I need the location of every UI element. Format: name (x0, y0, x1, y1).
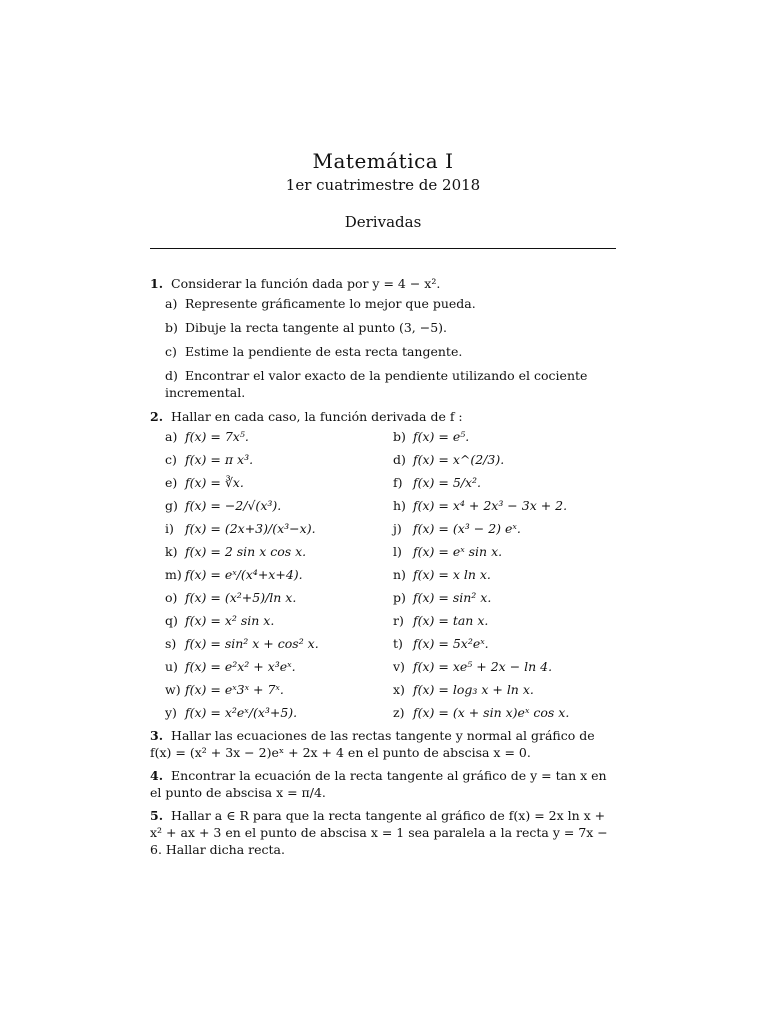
function-expression: f(x) = (x + sin x)eˣ cos x. (412, 705, 570, 720)
list-item (393, 681, 621, 698)
item-label: e) (165, 475, 178, 490)
function-expression: f(x) = eˣ/(x⁴+x+4). (184, 567, 303, 582)
list-item (393, 497, 621, 514)
item-label: n) (393, 567, 406, 582)
problem-statement: Hallar a ∈ R para que la recta tangente al gráfico de f(x) = 2x ln x + x² + ax + 3 en el punto de abscisa x = 1 sea paralela a la recta y = 7x − 6. Hallar dicha recta. (150, 808, 608, 857)
list-item (393, 543, 621, 560)
item-label: g) (165, 498, 178, 513)
item-label: b) (165, 320, 178, 335)
item-label: z) (393, 705, 405, 720)
function-expression: f(x) = 5/x². (412, 475, 482, 490)
list-item (165, 295, 616, 312)
list-item (165, 319, 616, 336)
problem-5 (150, 807, 616, 858)
item-text: Encontrar el valor exacto de la pendiente utilizando el cociente incremental. (165, 368, 588, 400)
list-item (393, 474, 621, 491)
item-label: d) (165, 368, 178, 383)
problem-number: 4. (150, 768, 164, 783)
list-item (393, 566, 621, 583)
problem-2 (150, 408, 616, 721)
item-label: x) (393, 682, 405, 697)
list-item (393, 704, 621, 721)
problem-statement: Hallar las ecuaciones de las rectas tangente y normal al gráfico de f(x) = (x² + 3x − 2)eˣ + 2x + 4 en el punto de abscisa x = 0. (150, 728, 595, 760)
item-label: u) (165, 659, 178, 674)
item-label: l) (393, 544, 402, 559)
list-item (165, 520, 393, 537)
list-item (165, 566, 393, 583)
list-item (165, 474, 393, 491)
function-expression: f(x) = 5x²eˣ. (412, 636, 489, 651)
course-title: Matemática I (312, 149, 454, 173)
list-item (393, 612, 621, 629)
function-expression: f(x) = −2/√(x³). (184, 498, 282, 513)
function-expression: f(x) = e²x² + x³eˣ. (184, 659, 296, 674)
item-label: t) (393, 636, 403, 651)
function-expression: f(x) = eˣ sin x. (412, 544, 503, 559)
exercise-sheet (150, 148, 616, 864)
item-label: p) (393, 590, 406, 605)
item-text: Dibuje la recta tangente al punto (3, −5). (184, 320, 448, 335)
list-item (165, 612, 393, 629)
list-item (165, 367, 616, 401)
list-item (165, 428, 393, 445)
item-label: v) (393, 659, 405, 674)
problem-number: 2. (150, 409, 164, 424)
function-expression: f(x) = x^(2/3). (412, 452, 505, 467)
topic-heading: Derivadas (344, 213, 422, 231)
item-label: k) (165, 544, 178, 559)
item-label: i) (165, 521, 174, 536)
problem-statement: Encontrar la ecuación de la recta tangente al gráfico de y = tan x en el punto de abscisa x = π/4. (150, 768, 607, 800)
function-expression: f(x) = (2x+3)/(x³−x). (184, 521, 316, 536)
item-label: m) (165, 567, 182, 582)
item-text: Estime la pendiente de esta recta tangente. (184, 344, 463, 359)
list-item (165, 589, 393, 606)
list-item (393, 428, 621, 445)
function-expression: f(x) = x⁴ + 2x³ − 3x + 2. (412, 498, 568, 513)
item-label: w) (165, 682, 181, 697)
problem-4 (150, 767, 616, 801)
function-expression: f(x) = sin² x. (412, 590, 492, 605)
problem-3 (150, 727, 616, 761)
problem-statement: Hallar en cada caso, la función derivada de f : (171, 409, 463, 424)
item-label: s) (165, 636, 177, 651)
list-item (165, 451, 393, 468)
function-expression: f(x) = xe⁵ + 2x − ln 4. (412, 659, 553, 674)
function-expression: f(x) = (x³ − 2) eˣ. (412, 521, 521, 536)
list-item (165, 704, 393, 721)
function-expression: f(x) = 2 sin x cos x. (184, 544, 307, 559)
header-divider (150, 248, 616, 249)
item-label: j) (393, 521, 402, 536)
problem-number: 3. (150, 728, 164, 743)
item-label: d) (393, 452, 406, 467)
problem-statement: Considerar la función dada por y = 4 − x². (171, 276, 441, 291)
problem-number: 5. (150, 808, 164, 823)
item-label: f) (393, 475, 403, 490)
item-label: c) (165, 452, 177, 467)
problem-1 (150, 275, 616, 401)
list-item (165, 658, 393, 675)
function-expression: f(x) = 7x⁵. (184, 429, 249, 444)
item-label: o) (165, 590, 178, 605)
problem-1-items (165, 295, 616, 401)
function-expression: f(x) = π x³. (184, 452, 254, 467)
list-item (165, 681, 393, 698)
list-item (393, 520, 621, 537)
function-expression: f(x) = x² sin x. (184, 613, 275, 628)
item-label: b) (393, 429, 406, 444)
function-expression: f(x) = log₃ x + ln x. (412, 682, 534, 697)
list-item (393, 589, 621, 606)
term-subtitle: 1er cuatrimestre de 2018 (285, 176, 481, 194)
item-label: a) (165, 296, 178, 311)
list-item (165, 543, 393, 560)
function-expression: f(x) = (x²+5)/ln x. (184, 590, 297, 605)
item-label: q) (165, 613, 178, 628)
function-expression: f(x) = tan x. (412, 613, 489, 628)
list-item (165, 635, 393, 652)
problem-list (150, 275, 616, 858)
function-expression: f(x) = sin² x + cos² x. (184, 636, 319, 651)
function-expression: f(x) = ∛x. (184, 475, 244, 490)
item-label: h) (393, 498, 406, 513)
function-expression: f(x) = x²eˣ/(x³+5). (184, 705, 298, 720)
derivative-grid (165, 428, 616, 721)
item-label: c) (165, 344, 177, 359)
function-expression: f(x) = eˣ3ˣ + 7ˣ. (184, 682, 284, 697)
list-item (165, 343, 616, 360)
list-item (393, 451, 621, 468)
list-item (393, 658, 621, 675)
item-label: a) (165, 429, 178, 444)
list-item (165, 497, 393, 514)
function-expression: f(x) = x ln x. (412, 567, 491, 582)
list-item (393, 635, 621, 652)
problem-number: 1. (150, 276, 164, 291)
item-label: r) (393, 613, 404, 628)
item-text: Represente gráficamente lo mejor que pueda. (184, 296, 476, 311)
item-label: y) (165, 705, 177, 720)
function-expression: f(x) = e⁵. (412, 429, 470, 444)
